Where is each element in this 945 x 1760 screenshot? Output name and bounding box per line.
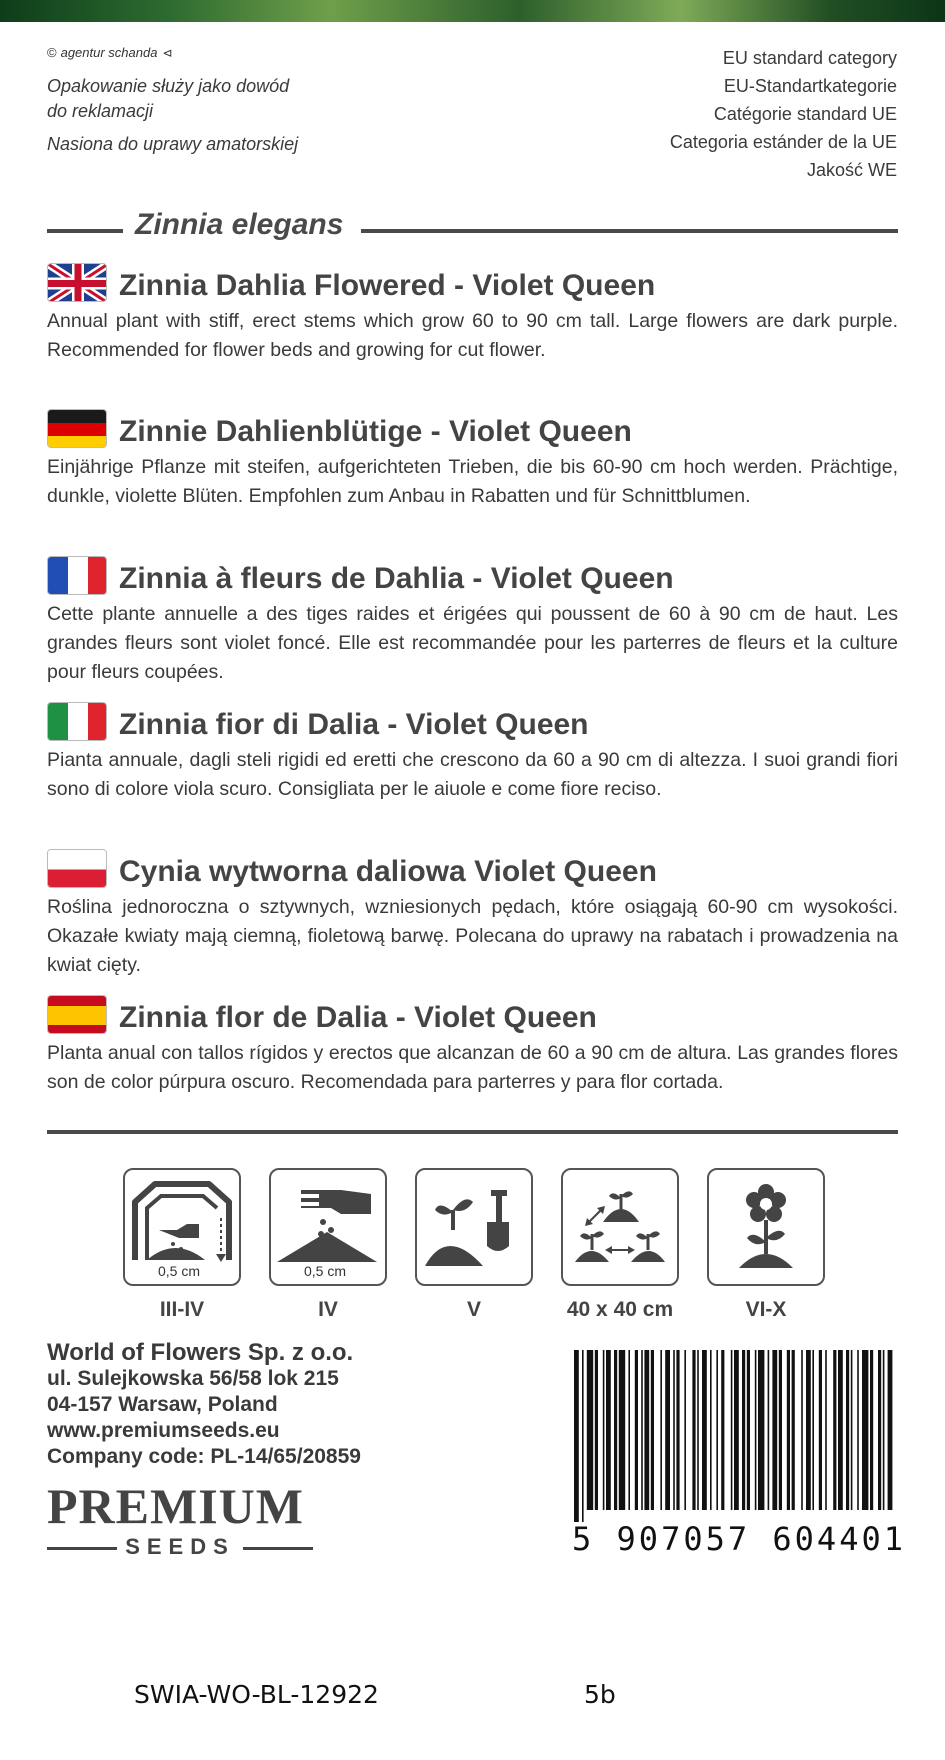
eu-standard-de: EU-Standartkategorie	[723, 76, 897, 96]
lang-title: Zinnia flor de Dalia - Violet Queen	[119, 1001, 597, 1034]
barcode-bar	[819, 1350, 822, 1510]
species-heading	[47, 208, 898, 248]
premium-seeds-logo	[47, 1480, 313, 1560]
barcode-bar	[587, 1350, 593, 1510]
barcode-bar	[595, 1350, 598, 1510]
transplanting-period: V	[466, 1298, 481, 1321]
barcode-bar	[734, 1350, 739, 1510]
top-photo-band	[0, 0, 945, 22]
lang-description: Cette plante annuelle a des tiges raides et érigées qui poussent de 60 à 90 cm de haut. Les grandes fleurs sont violet foncé. Elle est recommandée pour les parterres de fleurs et la culture pour fleurs coupées.	[47, 603, 898, 683]
barcode-bar	[606, 1350, 611, 1510]
barcode-bar	[710, 1350, 712, 1510]
copyright	[47, 45, 173, 60]
ean-barcode	[572, 1350, 906, 1560]
barcode-bar	[870, 1350, 873, 1510]
species-rule-left	[47, 229, 123, 233]
sowing-depth: 0,5 cm	[157, 1263, 201, 1279]
lang-description: Roślina jednoroczna o sztywnych, wzniesionych pędach, które osiągają 60-90 cm wysokości. Okazałe kwiaty mają ciemną, fioletową barwę. Polecana do uprawy na rabatach i prowadzenia na kwiat cięty.	[47, 896, 898, 976]
company-website: www.premiumseeds.eu	[47, 1419, 280, 1442]
barcode-bar	[574, 1350, 579, 1522]
barcode-bar	[862, 1350, 868, 1510]
barcode-bar	[772, 1350, 777, 1510]
barcode-bar	[758, 1350, 764, 1510]
barcode-bar	[747, 1350, 750, 1510]
company-street: ul. Sulejkowska 56/58 lok 215	[47, 1367, 339, 1390]
eu-standard-es: Categoria estánder de la UE	[669, 132, 897, 152]
copyright-mark: ©	[47, 45, 57, 60]
product-code: SWIA-WO-BL-12922	[134, 1680, 379, 1709]
barcode-bar	[702, 1350, 707, 1510]
sowing-period: III-IV	[159, 1298, 205, 1321]
barcode-bar	[812, 1350, 814, 1510]
barcode-bar	[768, 1350, 770, 1510]
barcode-bar	[857, 1350, 859, 1510]
poland-flag-icon	[47, 849, 107, 888]
barcode-bar	[692, 1350, 695, 1510]
lang-title: Cynia wytworna daliowa Violet Queen	[119, 855, 657, 888]
lang-block-de	[47, 409, 898, 511]
eu-standard-en: EU standard category	[722, 48, 897, 68]
barcode-bar	[614, 1350, 617, 1510]
polish-notes	[47, 74, 307, 157]
barcode-bar	[851, 1350, 853, 1510]
lang-description: Einjährige Pflanze mit steifen, aufgerichteten Trieben, die bis 60-90 cm hoch werden. Prächtige, dunkle, violette Blüten. Empfohlen zum Anbau in Rabatten und für Schnittblumen.	[47, 456, 898, 507]
company-code: Company code: PL-14/65/20859	[47, 1445, 361, 1468]
outdoor-sowing-icon	[269, 1168, 387, 1286]
sowing-depth: 0,5 cm	[303, 1263, 347, 1279]
barcode-bar	[665, 1350, 670, 1510]
barcode-bar	[635, 1350, 638, 1510]
lang-block-it	[47, 702, 898, 804]
spacing-value: 40 x 40 cm	[566, 1298, 674, 1321]
uk-flag-icon	[47, 263, 107, 302]
barcode-bar	[697, 1350, 699, 1510]
lang-description: Pianta annuale, dagli steli rigidi ed eretti che crescono da 60 a 90 cm di altezza. I suoi grandi fiori sono di colore viola scuro. Consigliata per le aiuole e come fiore reciso.	[47, 749, 898, 800]
barcode-bar	[651, 1350, 654, 1510]
outdoor-sowing-period: IV	[318, 1298, 338, 1321]
barcode-bar	[619, 1350, 625, 1510]
species-name: Zinnia elegans	[135, 208, 344, 241]
barcode-bar	[742, 1350, 745, 1510]
italy-flag-icon	[47, 702, 107, 741]
barcode-bar	[825, 1350, 827, 1510]
flowering-icon	[707, 1168, 825, 1286]
lang-block-es	[47, 995, 898, 1097]
barcode-bar	[878, 1350, 881, 1510]
logo-seeds: SEEDS	[125, 1534, 235, 1559]
logo-premium: PREMIUM	[47, 1478, 304, 1534]
eu-standard-pl: Jakość WE	[806, 160, 897, 180]
barcode-bar	[792, 1350, 795, 1510]
barcode-bar	[603, 1350, 605, 1510]
barcode-bar	[684, 1350, 686, 1510]
france-flag-icon	[47, 556, 107, 595]
barcode-bar	[755, 1350, 757, 1510]
barcode-bar	[721, 1350, 724, 1510]
barcode-bar	[673, 1350, 675, 1510]
plant-spacing-icon	[561, 1168, 679, 1286]
barcode-bars	[572, 1350, 898, 1522]
barcode-bar	[644, 1350, 649, 1510]
agency-logo-icon: ⊲	[162, 46, 173, 60]
complaint-note: Opakowanie służy jako dowód do reklamacji	[47, 76, 290, 121]
lang-title: Zinnia Dahlia Flowered - Violet Queen	[119, 269, 656, 302]
germany-flag-icon	[47, 409, 107, 448]
cultivation-icons	[123, 1168, 823, 1328]
lang-title: Zinnie Dahlienblütige - Violet Queen	[119, 415, 632, 448]
barcode-bar	[883, 1350, 885, 1510]
lang-title: Zinnia à fleurs de Dahlia - Violet Queen	[119, 562, 674, 595]
lang-title: Zinnia fior di Dalia - Violet Queen	[119, 708, 589, 741]
copyright-text: agentur schanda	[60, 45, 158, 60]
barcode-bar	[787, 1350, 790, 1510]
barcode-bar	[628, 1350, 630, 1510]
eu-standard-fr: Catégorie standard UE	[713, 104, 897, 124]
barcode-bar	[888, 1350, 893, 1510]
barcode-bar	[676, 1350, 679, 1510]
lang-block-fr	[47, 556, 898, 687]
company-name: World of Flowers Sp. z o.o.	[47, 1339, 354, 1366]
greenhouse-sowing-icon	[123, 1168, 241, 1286]
company-address	[47, 1340, 361, 1470]
barcode-bar	[731, 1350, 733, 1510]
spain-flag-icon	[47, 995, 107, 1034]
barcode-bar	[846, 1350, 849, 1510]
barcode-digits: 5 907057 604401	[572, 1520, 906, 1558]
barcode-bar	[779, 1350, 782, 1510]
barcode-bar	[716, 1350, 718, 1510]
lang-block-pl	[47, 849, 898, 980]
barcode-bar	[838, 1350, 843, 1510]
lang-description: Planta anual con tallos rígidos y erectos que alcanzan de 60 a 90 cm de altura. Las grandes flores son de color púrpura oscuro. Recomendada para parterres y para flor cortada.	[47, 1042, 898, 1093]
eu-standard-list	[670, 44, 897, 184]
company-city: 04-157 Warsaw, Poland	[47, 1393, 278, 1416]
amateur-note: Nasiona do uprawy amatorskiej	[47, 134, 299, 154]
barcode-bar	[833, 1350, 836, 1510]
barcode-bar	[660, 1350, 662, 1510]
lang-description: Annual plant with stiff, erect stems which grow 60 to 90 cm tall. Large flowers are dark purple. Recommended for flower beds and growing for cut flower.	[47, 310, 898, 361]
packet-side: 5b	[584, 1680, 616, 1709]
species-rule-right	[361, 229, 898, 233]
lang-block-en	[47, 263, 898, 365]
barcode-bar	[641, 1350, 643, 1510]
section-divider	[47, 1130, 898, 1134]
transplanting-icon	[415, 1168, 533, 1286]
flowering-period: VI-X	[745, 1298, 787, 1321]
barcode-bar	[806, 1350, 811, 1510]
barcode-bar	[801, 1350, 803, 1510]
barcode-bar	[582, 1350, 584, 1522]
